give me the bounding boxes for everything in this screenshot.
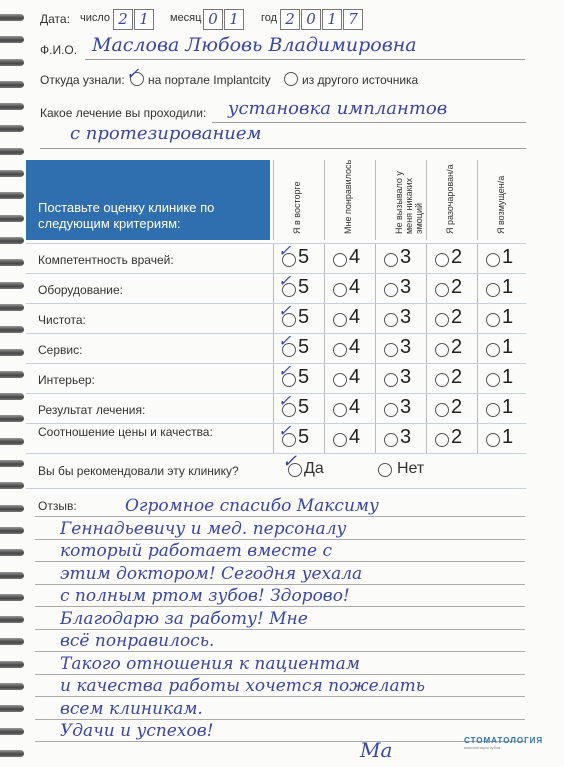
rating-cell	[426, 394, 477, 424]
rating-cell	[426, 274, 477, 304]
rating-score: 2	[451, 366, 463, 388]
spiral-ring	[0, 170, 24, 177]
rating-score: 1	[502, 336, 514, 358]
rating-cell	[477, 244, 528, 274]
rating-score: 2	[451, 276, 463, 298]
rating-radio[interactable]	[435, 433, 449, 447]
rating-cell	[375, 274, 426, 304]
rating-radio[interactable]	[384, 373, 398, 387]
source-check-mark: ✓	[126, 64, 140, 83]
rating-column-header	[273, 160, 324, 240]
recommend-no-label: Нет	[397, 460, 425, 477]
rating-column-header	[375, 160, 426, 240]
rating-cell	[324, 394, 375, 424]
rating-score: 2	[451, 336, 463, 358]
rating-radio[interactable]	[384, 283, 398, 297]
rating-cell	[375, 244, 426, 274]
rating-cell	[273, 241, 324, 274]
review-text-line[interactable]: этим доктором! Сегодня уехала	[60, 564, 363, 584]
rating-column-label: Я разочарован/а	[445, 164, 455, 234]
source-option-portal: на портале Implantcity	[148, 73, 271, 87]
review-text-line[interactable]: всё понравилось.	[60, 631, 215, 651]
rating-score: 5	[298, 246, 310, 268]
spiral-ring	[0, 371, 24, 378]
rating-check-mark: ✓	[278, 241, 292, 260]
rating-score: 5	[298, 426, 310, 448]
rating-radio[interactable]	[486, 403, 500, 417]
review-text-line[interactable]: Такого отношения к пациентам	[60, 654, 360, 674]
rating-radio[interactable]	[435, 253, 449, 267]
rating-radio[interactable]	[384, 313, 398, 327]
month-label: месяц	[170, 12, 202, 24]
rating-cell	[273, 301, 324, 334]
rating-radio[interactable]	[384, 253, 398, 267]
rating-row-label: Соотношение цены и качества:	[38, 425, 213, 439]
review-ruled-line	[35, 561, 525, 562]
review-ruled-line	[35, 674, 525, 675]
rating-cell	[324, 424, 375, 454]
date-label: Дата:	[40, 12, 70, 26]
day-digit-1[interactable]: 2	[113, 9, 133, 30]
rating-column-header	[426, 160, 477, 240]
rating-radio[interactable]	[333, 433, 347, 447]
rating-cell	[324, 304, 375, 334]
rating-score: 5	[298, 396, 310, 418]
rating-cell	[324, 334, 375, 364]
rating-score: 5	[298, 276, 310, 298]
clinic-logo-tagline: имплантация зубов	[464, 745, 501, 750]
rating-cell	[477, 304, 528, 334]
spiral-ring	[0, 148, 24, 155]
rating-cell	[273, 421, 324, 454]
rating-column-label: Я возмущен/а	[496, 175, 506, 234]
review-ruled-line	[35, 629, 525, 630]
review-text-line[interactable]: Удачи и успехов!	[60, 721, 214, 741]
spiral-binding	[0, 0, 26, 767]
spiral-ring	[0, 215, 24, 222]
rating-score: 5	[298, 366, 310, 388]
treatment-label: Какое лечение вы проходили:	[40, 106, 207, 120]
recommend-yes-label: Да	[304, 460, 324, 477]
rating-radio[interactable]	[486, 433, 500, 447]
rating-row-label: Компетентность врачей:	[38, 253, 174, 267]
year-digit-4[interactable]: 7	[343, 9, 363, 30]
rating-score: 3	[400, 276, 412, 298]
rating-cell	[477, 334, 528, 364]
rating-radio[interactable]	[486, 313, 500, 327]
review-text-line[interactable]: всем клиникам.	[60, 699, 203, 719]
rating-score: 4	[349, 276, 361, 298]
rating-score: 5	[298, 336, 310, 358]
rating-column-label: Мне понравилось	[343, 159, 353, 234]
month-digit-1[interactable]: 0	[203, 9, 223, 30]
rating-header-text: Поставьте оценку клинике по следующим критериям:	[38, 200, 215, 231]
rating-radio[interactable]	[486, 283, 500, 297]
rating-cell	[273, 271, 324, 304]
rating-cell	[375, 304, 426, 334]
day-digit-2[interactable]: 1	[134, 9, 154, 30]
rating-check-mark: ✓	[278, 421, 292, 440]
rating-check-mark: ✓	[278, 271, 292, 290]
spiral-ring	[0, 638, 24, 645]
name-label: Ф.И.О.	[40, 43, 78, 57]
treatment-line-1[interactable]: установка имплантов	[228, 98, 448, 119]
rating-cell	[477, 274, 528, 304]
rating-column-header	[324, 160, 375, 240]
spiral-ring	[0, 192, 24, 199]
rating-cell	[426, 334, 477, 364]
rating-score: 4	[349, 246, 361, 268]
rating-radio[interactable]	[435, 403, 449, 417]
rating-row-label: Сервис:	[38, 343, 83, 357]
spiral-ring	[0, 527, 24, 534]
review-label: Отзыв:	[38, 499, 77, 513]
year-digit-1[interactable]: 2	[280, 9, 300, 30]
review-text-line[interactable]: с полным ртом зубов! Здорово!	[60, 586, 350, 606]
spiral-ring	[0, 572, 24, 579]
rating-radio[interactable]	[384, 433, 398, 447]
spiral-ring	[0, 705, 24, 712]
spiral-ring	[0, 661, 24, 668]
recommend-label: Вы бы рекомендовали эту клинику?	[38, 464, 239, 478]
rating-score: 1	[502, 426, 514, 448]
rating-score: 3	[400, 336, 412, 358]
spiral-ring	[0, 125, 24, 132]
rating-score: 3	[400, 366, 412, 388]
rating-radio[interactable]	[333, 313, 347, 327]
source-label: Откуда узнали:	[40, 73, 125, 87]
review-ruled-line	[35, 719, 525, 720]
name-value[interactable]: Маслова Любовь Владимировна	[92, 34, 417, 56]
spiral-ring	[0, 103, 24, 110]
rating-score: 3	[400, 396, 412, 418]
rating-score: 2	[451, 426, 463, 448]
rating-score: 3	[400, 426, 412, 448]
rating-radio[interactable]	[384, 343, 398, 357]
rating-cell	[426, 424, 477, 454]
review-text-line[interactable]: Огромное спасибо Максиму	[125, 496, 379, 516]
day-label: число	[80, 12, 111, 24]
spiral-ring	[0, 36, 24, 43]
rating-cell	[426, 364, 477, 394]
rating-row	[26, 423, 526, 454]
rating-score: 5	[298, 306, 310, 328]
rating-row	[26, 273, 526, 304]
rating-row-label: Чистота:	[38, 313, 86, 327]
spiral-ring	[0, 505, 24, 512]
review-ruled-line	[35, 539, 525, 540]
rating-radio[interactable]	[435, 283, 449, 297]
rating-radio[interactable]	[333, 253, 347, 267]
review-text-line[interactable]: Благодарю за работу! Мне	[60, 609, 308, 629]
rating-score: 4	[349, 366, 361, 388]
rating-cell	[324, 244, 375, 274]
spiral-ring	[0, 393, 24, 400]
rating-radio[interactable]	[435, 313, 449, 327]
rating-radio[interactable]	[435, 373, 449, 387]
spiral-ring	[0, 81, 24, 88]
rating-check-mark: ✓	[278, 331, 292, 350]
rating-score: 1	[502, 366, 514, 388]
rating-check-mark: ✓	[278, 301, 292, 320]
review-ruled-line	[35, 606, 525, 607]
rating-column-header	[477, 160, 528, 240]
year-label: год	[261, 12, 278, 24]
spiral-ring	[0, 683, 24, 690]
rating-row	[26, 243, 526, 274]
rating-cell	[426, 244, 477, 274]
source-option-other: из другого источника	[302, 73, 419, 87]
rating-radio[interactable]	[333, 283, 347, 297]
rating-score: 1	[502, 276, 514, 298]
review-ruled-line	[35, 696, 525, 697]
review-ruled-line	[35, 741, 525, 742]
rating-cell	[477, 424, 528, 454]
rating-cell	[375, 394, 426, 424]
spiral-ring	[0, 728, 24, 735]
review-ruled-line	[35, 651, 525, 652]
rating-score: 3	[400, 306, 412, 328]
rating-check-mark: ✓	[278, 391, 292, 410]
spiral-ring	[0, 326, 24, 333]
rating-score: 4	[349, 396, 361, 418]
rating-radio[interactable]	[333, 373, 347, 387]
rating-cell	[324, 364, 375, 394]
rating-radio[interactable]	[435, 343, 449, 357]
rating-radio[interactable]	[486, 253, 500, 267]
spiral-ring	[0, 460, 24, 467]
clinic-logo-name: СТОМАТОЛОГИЯ	[464, 736, 544, 745]
month-digit-2[interactable]: 1	[224, 9, 244, 30]
rating-cell	[426, 304, 477, 334]
rating-score: 3	[400, 246, 412, 268]
spiral-ring	[0, 750, 24, 757]
spiral-ring	[0, 304, 24, 311]
clinic-logo	[464, 736, 543, 750]
rating-cell	[273, 331, 324, 364]
year-digit-3[interactable]: 1	[322, 9, 342, 30]
rating-column-label: Не вызывало у меня никаких эмоций	[394, 171, 424, 234]
recommend-no-radio[interactable]	[378, 463, 392, 477]
review-text-line[interactable]: который работает вместе с	[60, 541, 332, 561]
spiral-ring	[0, 438, 24, 445]
review-ruled-line	[35, 584, 525, 585]
spiral-ring	[0, 237, 24, 244]
rating-radio[interactable]	[486, 373, 500, 387]
rating-column-label: Я в восторге	[292, 181, 302, 234]
spiral-ring	[0, 282, 24, 289]
rating-cell	[273, 361, 324, 394]
rating-score: 4	[349, 306, 361, 328]
spiral-ring	[0, 616, 24, 623]
review-text-line[interactable]: и качества работы хочется пожелать	[60, 676, 426, 696]
rating-score: 2	[451, 306, 463, 328]
rating-row	[26, 393, 526, 424]
rating-score: 1	[502, 396, 514, 418]
rating-score: 1	[502, 306, 514, 328]
rating-row	[26, 363, 526, 394]
rating-score: 4	[349, 336, 361, 358]
rating-score: 4	[349, 426, 361, 448]
rating-cell	[273, 391, 324, 424]
review-ruled-line	[35, 516, 525, 517]
rating-row-label: Оборудование:	[38, 283, 123, 297]
rating-check-mark: ✓	[278, 361, 292, 380]
spiral-ring	[0, 349, 24, 356]
signature: Ма	[360, 738, 393, 762]
rating-score: 2	[451, 396, 463, 418]
rating-header	[26, 160, 270, 240]
rating-cell	[375, 424, 426, 454]
rating-row-label: Результат лечения:	[38, 403, 146, 417]
recommend-check-mark: ✓	[282, 451, 298, 472]
rating-score: 2	[451, 246, 463, 268]
rating-radio[interactable]	[384, 403, 398, 417]
spiral-ring	[0, 14, 24, 21]
rating-row	[26, 303, 526, 334]
review-text-line[interactable]: Геннадьевичу и мед. персоналу	[60, 519, 347, 539]
spiral-ring	[0, 549, 24, 556]
rating-cell	[477, 364, 528, 394]
rating-radio[interactable]	[486, 343, 500, 357]
rating-cell	[375, 364, 426, 394]
spiral-ring	[0, 59, 24, 66]
rating-cell	[324, 274, 375, 304]
treatment-line-2[interactable]: с протезированием	[70, 123, 262, 144]
spiral-ring	[0, 482, 24, 489]
spiral-ring	[0, 259, 24, 266]
spiral-ring	[0, 415, 24, 422]
rating-radio[interactable]	[333, 403, 347, 417]
source-option-other-radio[interactable]	[284, 72, 298, 86]
rating-radio[interactable]	[333, 343, 347, 357]
year-digit-2[interactable]: 0	[301, 9, 321, 30]
rating-row-label: Интерьер:	[38, 373, 95, 387]
spiral-ring	[0, 594, 24, 601]
rating-score: 1	[502, 246, 514, 268]
rating-row	[26, 333, 526, 364]
rating-cell	[477, 394, 528, 424]
rating-cell	[375, 334, 426, 364]
